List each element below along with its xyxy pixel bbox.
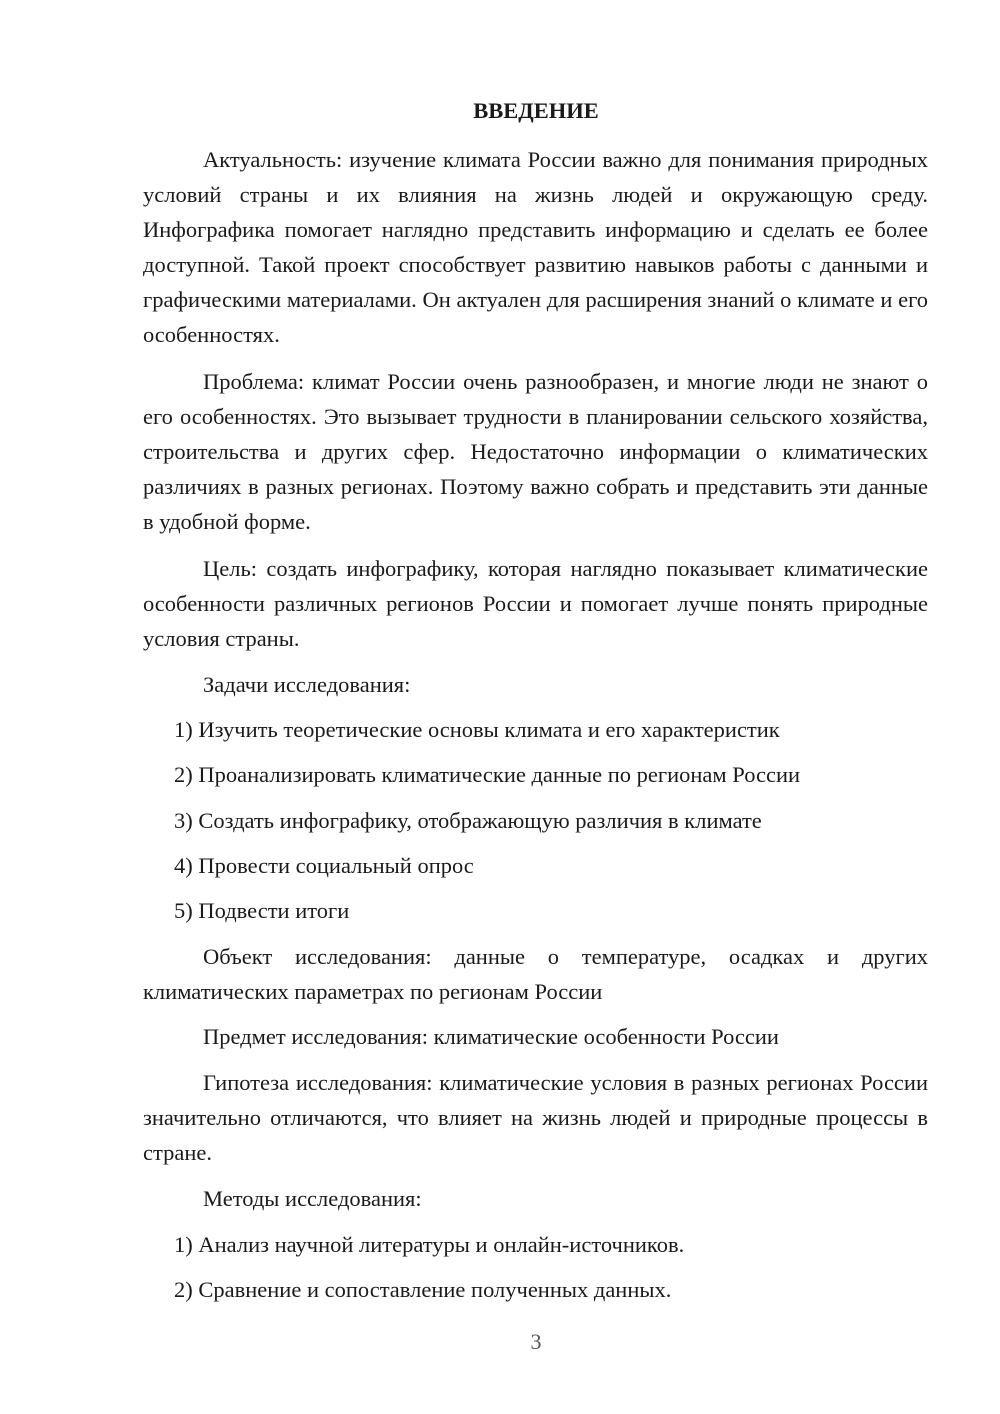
- tasks-heading: [143, 667, 928, 702]
- task-item-1: 1) Изучить теоретические основы климата и его характеристик: [174, 717, 780, 742]
- tasks-heading-text: Задачи исследования:: [203, 672, 411, 697]
- object-paragraph: [143, 939, 928, 1009]
- method-item-2: 2) Сравнение и сопоставление полученных данных.: [174, 1277, 672, 1302]
- method-item: [143, 1272, 928, 1307]
- subject-paragraph: [143, 1019, 928, 1054]
- task-item: [143, 893, 928, 928]
- goal-text: Цель: создать инфографику, которая наглядно показывает климатические особенности различных регионов России и помогает лучше понять природные условия страны.: [143, 556, 928, 651]
- relevance-text: Актуальность: изучение климата России важно для понимания природных условий страны и их влияния на жизнь людей и окружающую среду. Инфографика помогает наглядно представить информацию и сделать ее более доступной. Такой проект способствует развитию навыков работы с данными и графическими материалами. Он актуален для расширения знаний о климате и его особенностях.: [143, 147, 928, 347]
- task-item-4: 4) Провести социальный опрос: [174, 853, 474, 878]
- task-item: [143, 803, 928, 838]
- method-item-1: 1) Анализ научной литературы и онлайн-источников.: [174, 1232, 685, 1257]
- page-title: ВВЕДЕНИЕ: [473, 98, 599, 123]
- task-item-5: 5) Подвести итоги: [174, 898, 350, 923]
- task-item-3: 3) Создать инфографику, отображающую различия в климате: [174, 808, 762, 833]
- subject-text: Предмет исследования: климатические особенности России: [203, 1024, 779, 1049]
- task-item-2: 2) Проанализировать климатические данные по регионам России: [174, 762, 801, 787]
- method-item: [143, 1227, 928, 1262]
- problem-text: Проблема: климат России очень разнообразен, и многие люди не знают о его особенностях. Это вызывает трудности в планировании сельского хозяйства, строительства и других сфер. Недостаточно информации о климатических различиях в разных регионах. Поэтому важно собрать и представить эти данные в удобной форме.: [143, 369, 928, 534]
- object-text: Объект исследования: данные о температуре, осадках и других климатических параметрах по регионам России: [143, 944, 928, 1004]
- hypothesis-text: Гипотеза исследования: климатические условия в разных регионах России значительно отличаются, что влияет на жизнь людей и природные процессы в стране.: [143, 1070, 928, 1165]
- hypothesis-paragraph: [143, 1065, 928, 1170]
- task-item: [143, 757, 928, 792]
- task-item: [143, 712, 928, 747]
- page-number: 3: [530, 1329, 542, 1354]
- problem-paragraph: [143, 364, 928, 539]
- task-item: [143, 848, 928, 883]
- relevance-paragraph: [143, 142, 928, 352]
- goal-paragraph: [143, 551, 928, 656]
- methods-heading: [143, 1181, 928, 1216]
- methods-heading-text: Методы исследования:: [203, 1186, 422, 1211]
